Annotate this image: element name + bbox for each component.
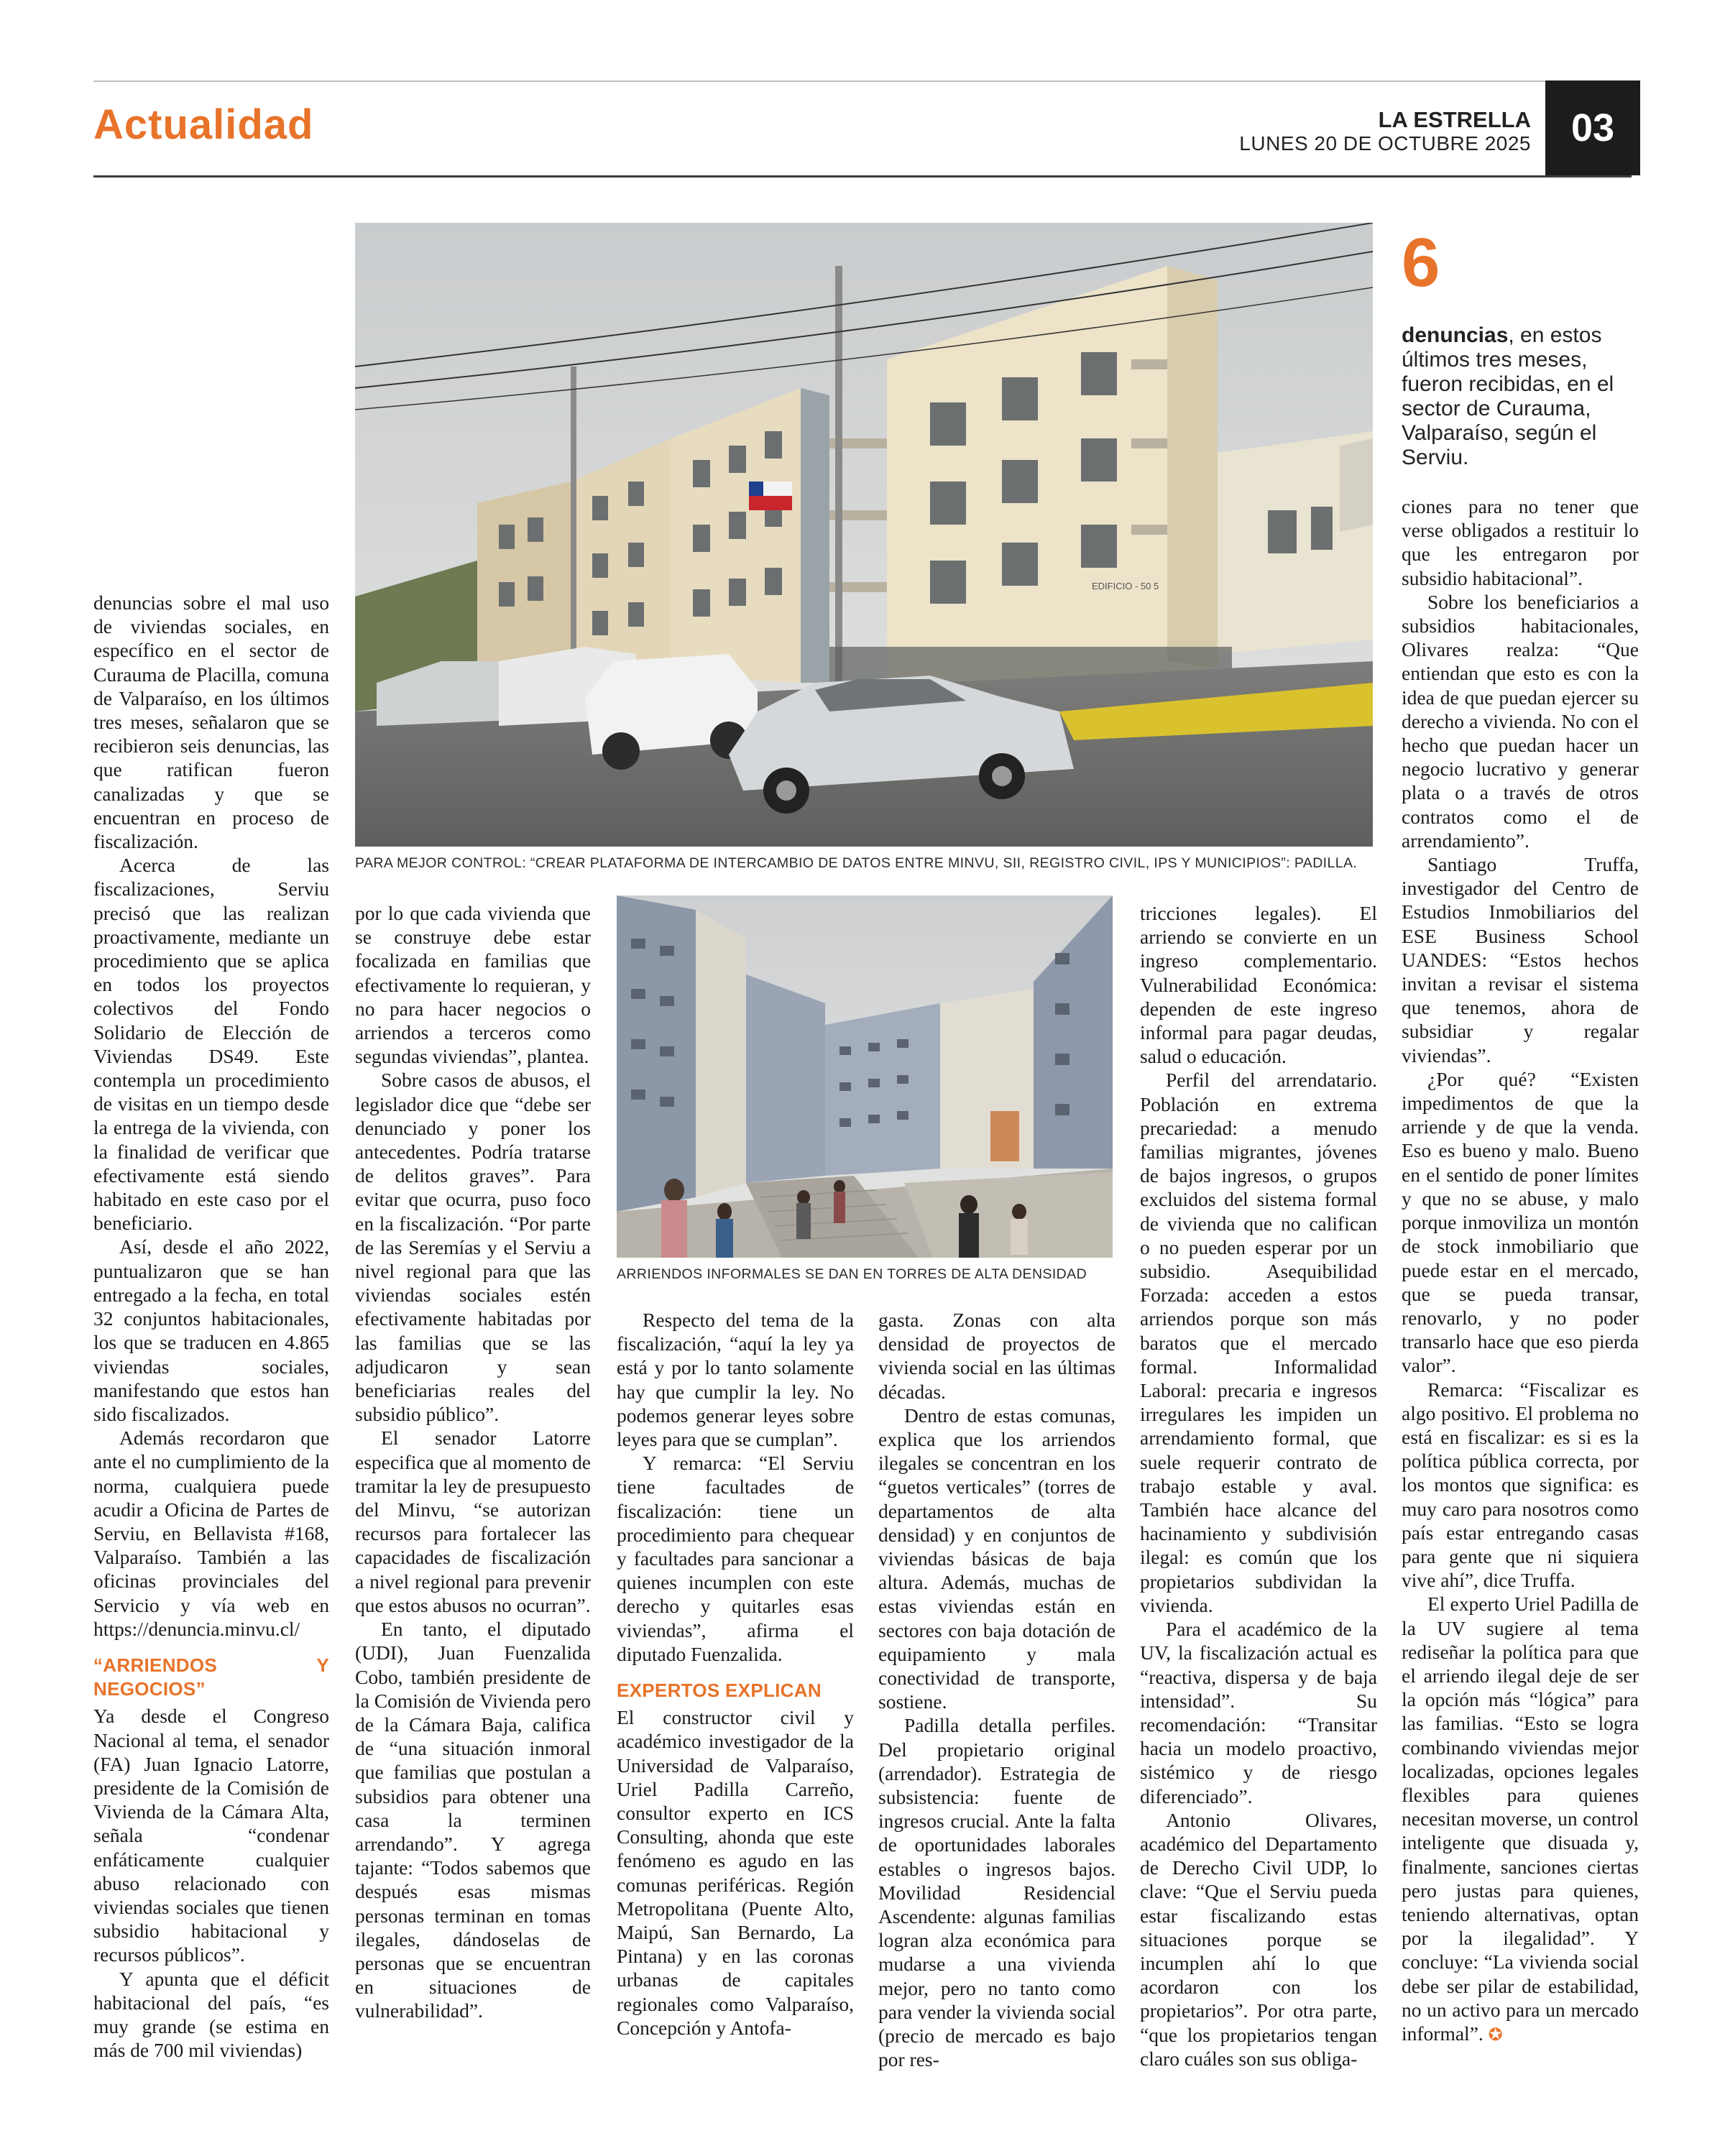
svg-text:EDIFICIO - 50 5: EDIFICIO - 50 5 [1092,581,1159,591]
subhead-arriendos: “ARRIENDOS Y NEGOCIOS” [93,1654,329,1700]
col1-paragraph: Acerca de las fiscalizaciones, Serviu precisó que las realizan proactivamente, mediante un procedimiento que se aplica en todos los proyectos colectivos del Fondo Solidario de Elección de Viviendas DS49. Este contempla un procedimiento de visitas en un tiempo desde la entrega de la vivienda, con la finalidad de verificar que efectivamente está siendo habitado en este caso por el beneficiario. [93,854,329,1235]
col6-paragraph [1402,1592,1639,2047]
col6-last-text: El experto Uriel Padilla de la UV sugiere al tema rediseñar la política para que el arriendo ilegal deje de ser la opción más “lógica” para las familias. “Esto se logra combinando viviendas mejor localizadas, opciones legales flexibles para quienes necesitan moverse, un control inteligente que disuada y, finalmente, sanciones ciertas pero justas para quienes, teniendo alternativas, optan por la ilegalidad”. Y concluye: “La vivienda social debe ser pilar de estabilidad, no un activo para un mercado informal”. [1402,1593,1639,2045]
top-rule [93,80,1632,82]
fact-text [1402,323,1639,470]
col5-paragraph: Antonio Olivares, académico del Departamento de Derecho Civil UDP, lo clave: “Que el Serviu pueda estar fiscalizando estas situaciones porque se incumplen ahí lo que acordaron con los propietarios”. Por otra parte, “que los propietarios tengan claro cuáles son sus obliga- [1140,1808,1377,2070]
header-rule [93,175,1632,178]
col3-paragraph: El constructor civil y académico investigador de la Universidad de Valparaíso, Uriel Padilla Carreño, consultor experto en ICS Consulting, ahonda que este fenómeno es agudo en las comunas periféricas. Región Metropolitana (Puente Alto, Maipú, San Bernardo, La Pintana) y en las coronas urbanas de capitales regionales como Valparaíso, Concepción y Antofa- [617,1706,854,2039]
fact-bold: denuncias [1402,323,1509,347]
col2-paragraph: En tanto, el diputado (UDI), Juan Fuenzalida Cobo, también presidente de la Comisión de Vivienda pero de la Cámara Baja, califica de “una situación inmoral que familias que postulan a subsidios para obtener una casa la terminen arrendando”. Y agrega tajante: “Todos sabemos que después esas mismas personas terminan en tomas ilegales, dándoselas de personas que se encuentran en situaciones de vulnerabilidad”. [355,1618,591,2022]
col5-paragraph: Perfil del arrendatario. Población en extrema precariedad: a menudo familias migrantes, jóvenes de bajos ingresos, o grupos excluidos del sistema formal de vivienda que no califican o no pueden esperar por un subsidio. Asequibilidad Forzada: acceden a estos arriendos porque son más baratos que el mercado formal. Informalidad Laboral: precaria e ingresos irregulares les impiden un arrendamiento formal, que suele requerir contrato de trabajo estable y aval. También hace alcance del hacinamiento y subdivisión ilegal: es común que los propietarios subdividan la vivienda. [1140,1069,1377,1616]
col6-paragraph: ¿Por qué? “Existen impedimentos de que la arriende y de que la venda. Eso es bueno y malo. Bueno en el sentido de poner límites y que no se abuse, y malo porque inmoviliza un montón de stock inmobiliario que puede estar en el mercado, que se pueda transar, renovarlo, y no poder transarlo hace que eso pierda valor”. [1402,1067,1639,1377]
col1-paragraph: Y apunta que el déficit habitacional del país, “es muy grande (se estima en más de 700 mil viviendas) [93,1967,329,2062]
fact-rest: , en estos últimos tres meses, fueron recibidas, en el sector de Curauma, Valparaíso, según el Serviu. [1402,323,1614,469]
col3-paragraph: Respecto del tema de la fiscalización, “aquí la ley ya está y por lo tanto solamente hay que cumplir la ley. No podemos generar leyes sobre leyes para que se cumplan”. [617,1309,854,1451]
main-photo [355,223,1373,847]
column-4 [878,1308,1116,2072]
col4-paragraph: gasta. Zonas con alta densidad de proyectos de vivienda social en las últimas décadas. [878,1309,1116,1403]
col6-paragraph: Santiago Truffa, investigador del Centro de Estudios Inmobiliarios del ESE Business School UANDES: “Estos hechos invitan a revisar el sistema que tenemos, ahora de subsidiar y regalar viviendas”. [1402,853,1639,1067]
col6-paragraph: Remarca: “Fiscalizar es algo positivo. El problema no está en fiscalizar: es si es la política pública correcta, por los montos que significa: es muy caro para nosotros como país estar entregando casas para gente que ni siquiera vive ahí”, dice Truffa. [1402,1378,1639,1592]
col1-paragraph: Así, desde el año 2022, puntualizaron que se han entregado a la fecha, en total 32 conjuntos habitacionales, los que se traducen en 4.865 viviendas sociales, manifestando que estos han sido fiscalizados. [93,1235,329,1425]
col5-paragraph: Para el académico de la UV, la fiscalización actual es “reactiva, dispersa y de baja intensidad”. Su recomendación: “Transitar hacia un modelo proactivo, sistémico y de riesgo diferenciado”. [1140,1618,1377,1807]
main-photo-caption: PARA MEJOR CONTROL: “CREAR PLATAFORMA DE INTERCAMBIO DE DATOS ENTRE MINVU, SII, REGISTRO CIVIL, IPS Y MUNICIPIOS”: PADILLA. [355,855,1358,871]
column-5 [1140,901,1377,2070]
col6-paragraph: ciones para no tener que verse obligados a restituir lo que les entregaron por subsidio habitacional”. [1402,495,1639,589]
page-number: 03 [1545,80,1640,175]
col5-paragraph: tricciones legales). El arriendo se convierte en un ingreso complementario. Vulnerabilidad Económica: dependen de este ingreso informal para pagar deudas, salud o educación. [1140,902,1377,1068]
col2-paragraph: El senador Latorre especifica que al momento de tramitar la ley de presupuesto del Minvu, “se autorizan recursos para fortalecer las capacidades de fiscalización a nivel regional para prevenir que estos abusos no ocurran”. [355,1427,591,1616]
end-mark-icon: ✪ [1488,2024,1503,2045]
newspaper-name: LA ESTRELLA [1378,107,1531,132]
col2-paragraph: Sobre casos de abusos, el legislador dice que “debe ser denunciado y poner los antecedentes. Podría tratarse de delitos graves”. Para evitar que ocurra, puso foco en la fiscalización. “Por parte de las Seremías y el Serviu a nivel regional para que las viviendas sociales estén efectivamente habitadas por las familias que se las adjudicaron y sean beneficiarias reales del subsidio público”. [355,1069,591,1426]
col3-paragraph: Y remarca: “El Serviu tiene facultades de fiscalización: tiene un procedimiento para chequear y facultades para sancionar a quienes incumplen con este derecho y quitarles esas viviendas”, afirma el diputado Fuenzalida. [617,1452,854,1665]
column-2 [355,901,591,2023]
second-photo-caption: ARRIENDOS INFORMALES SE DAN EN TORRES DE ALTA DENSIDAD [617,1266,1087,1282]
section-title: Actualidad [93,101,314,148]
col4-paragraph: Dentro de estas comunas, explica que los arriendos ilegales se concentran en los “guetos verticales” (torres de departamentos de alta densidad) y en conjuntos de viviendas básicas de baja altura. Además, muchas de estas viviendas están en sectores con baja dotación de equipamiento y mala conectividad de transporte, sostiene. [878,1404,1116,1713]
col2-paragraph: por lo que cada vivienda que se construye debe estar focalizada en familias que efectivamente lo requieran, y no para hacer negocios o arriendos a terceros como segundas viviendas”, plantea. [355,902,591,1068]
issue-date: LUNES 20 DE OCTUBRE 2025 [1239,132,1531,155]
col1-paragraph: Además recordaron que ante el no cumplimiento de la norma, cualquiera puede acudir a Oficina de Partes de Serviu, en Bellavista #168, Valparaíso. También a las oficinas provinciales del Servicio y vía web en https://denuncia.minvu.cl/ [93,1427,329,1640]
col1-paragraph: Ya desde el Congreso Nacional al tema, el senador (FA) Juan Ignacio Latorre, presidente de la Comisión de Vivienda de la Cámara Alta, señala “condenar enfáticamente cualquier abuso relacionado con viviendas sociales que tienen subsidio habitacional y recursos públicos”. [93,1705,329,1966]
col6-paragraph: Sobre los beneficiarios a subsidios habitacionales, Olivares realza: “Que entiendan que esto es con la idea de que puedan ejercer su derecho a vivienda. No con el hecho que puedan hacer un negocio lucrativo y generar plata o a través de otros contratos como el de arrendamiento”. [1402,590,1639,852]
column-6 [1402,494,1639,2047]
col1-paragraph: denuncias sobre el mal uso de viviendas sociales, en específico en el sector de Curauma de Placilla, comuna de Valparaíso, en los últimos tres meses, señalaron que se recibieron seis denuncias, las que ratifican fueron canalizadas y que se encuentran en proceso de fiscalización. [93,591,329,853]
fact-number: 6 [1402,224,1440,301]
column-1 [93,591,329,2062]
subhead-expertos: EXPERTOS EXPLICAN [617,1680,822,1702]
col4-paragraph: Padilla detalla perfiles. Del propietario original (arrendador). Estrategia de subsistencia: fuente de ingresos crucial. Ante la falta de oportunidades laborales estables o ingresos bajos. Movilidad Residencial Ascendente: algunas familias logran alza económica para mudarse a una vivienda mejor, pero no tanto como para vender la vivienda social (precio de mercado es bajo por res- [878,1714,1116,2071]
column-3 [617,1308,854,2040]
second-photo [617,895,1113,1258]
